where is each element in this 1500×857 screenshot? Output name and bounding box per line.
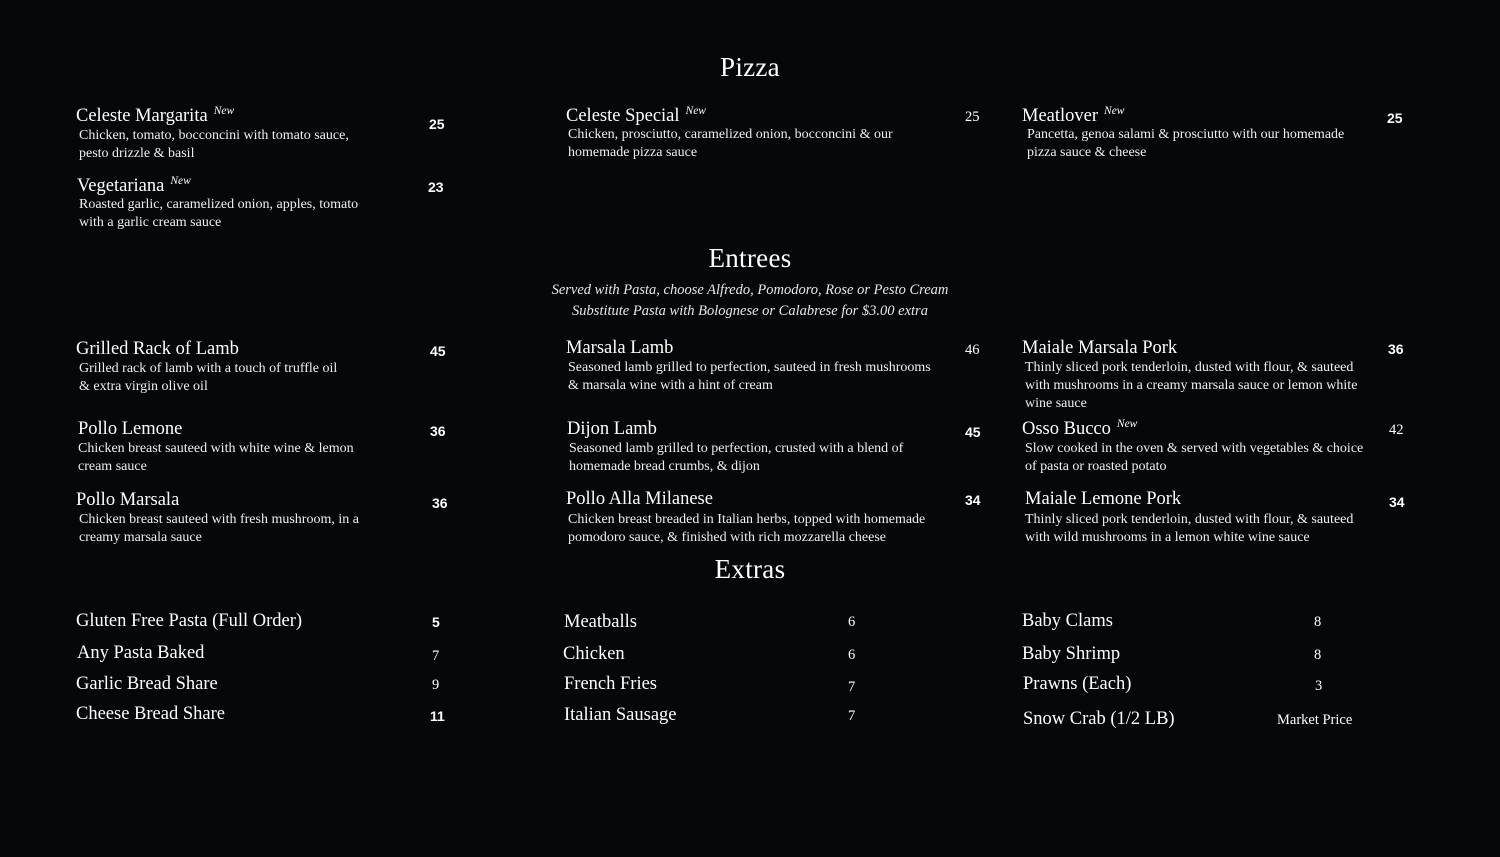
description-line: Thinly sliced pork tenderloin, dusted with flour, & sauteed bbox=[1025, 360, 1354, 375]
extra-item-price: 6 bbox=[848, 614, 856, 630]
description-line: pomodoro sauce, & finished with rich mozzarella cheese bbox=[568, 530, 886, 545]
menu-item-name bbox=[76, 105, 234, 127]
extra-item-name: Gluten Free Pasta (Full Order) bbox=[76, 611, 303, 631]
description-line: homemade bread crumbs, & dijon bbox=[569, 459, 760, 474]
extras-section-title: Extras bbox=[714, 554, 786, 584]
menu-item-price: 25 bbox=[1387, 110, 1403, 126]
new-badge: New bbox=[1104, 105, 1125, 117]
new-badge: New bbox=[1116, 418, 1138, 430]
extra-item-name: Snow Crab (1/2 LB) bbox=[1023, 709, 1175, 729]
menu-item-price: 42 bbox=[1389, 422, 1404, 438]
menu-item-name: Maiale Lemone Pork bbox=[1025, 489, 1182, 509]
menu-item-price: 36 bbox=[1388, 341, 1404, 357]
menu-item-price: 36 bbox=[430, 423, 446, 439]
menu-item-price: 45 bbox=[965, 424, 981, 440]
menu-item-description bbox=[78, 440, 354, 476]
extra-item-name: Italian Sausage bbox=[564, 705, 677, 725]
extra-item-name: Any Pasta Baked bbox=[77, 643, 205, 663]
description-line: wine sauce bbox=[1025, 396, 1087, 411]
menu-item-name: Pollo Lemone bbox=[78, 419, 183, 439]
item-name-text: Meatlover bbox=[1022, 106, 1099, 127]
extra-item-name: Garlic Bread Share bbox=[76, 674, 218, 694]
extra-item-name: French Fries bbox=[564, 674, 657, 694]
extra-item-price: 7 bbox=[848, 679, 856, 695]
extra-item-price: 7 bbox=[848, 708, 856, 724]
description-line: Thinly sliced pork tenderloin, dusted with flour, & sauteed bbox=[1025, 512, 1354, 527]
description-line: with a garlic cream sauce bbox=[79, 215, 222, 230]
extra-item-name: Meatballs bbox=[564, 612, 637, 632]
menu-item-description bbox=[568, 126, 893, 162]
pizza-section-title: Pizza bbox=[720, 52, 780, 82]
description-line: Pancetta, genoa salami & prosciutto with our homemade bbox=[1027, 127, 1345, 142]
description-line: with mushrooms in a creamy marsala sauce or lemon white bbox=[1025, 378, 1358, 393]
menu-item-price: 25 bbox=[965, 109, 980, 125]
menu-item-price: 34 bbox=[1389, 494, 1405, 510]
new-badge: New bbox=[213, 105, 235, 117]
description-line: homemade pizza sauce bbox=[568, 145, 698, 160]
new-badge: New bbox=[170, 175, 191, 187]
description-line: Chicken breast sauteed with fresh mushroom, in a bbox=[79, 512, 359, 527]
item-name-text: Celeste Special bbox=[566, 106, 680, 127]
menu-item-price: 46 bbox=[965, 342, 980, 358]
menu-item-name: Dijon Lamb bbox=[567, 419, 657, 439]
description-line: Chicken, prosciutto, caramelized onion, bocconcini & our bbox=[568, 127, 893, 142]
menu-item-description bbox=[1025, 440, 1363, 476]
description-line: & marsala wine with a hint of cream bbox=[568, 378, 773, 393]
extra-item-price: 9 bbox=[432, 677, 440, 693]
extra-item-name: Prawns (Each) bbox=[1023, 674, 1132, 694]
extra-item-price: 3 bbox=[1315, 678, 1323, 694]
description-line: Seasoned lamb grilled to perfection, sauteed in fresh mushrooms bbox=[568, 360, 931, 375]
description-line: Chicken breast breaded in Italian herbs, topped with homemade bbox=[568, 512, 926, 527]
description-line: Slow cooked in the oven & served with vegetables & choice bbox=[1025, 441, 1364, 456]
menu-item-name: Pollo Marsala bbox=[76, 490, 180, 510]
extra-item-price: 6 bbox=[848, 647, 856, 663]
description-line: Grilled rack of lamb with a touch of truffle oil bbox=[79, 361, 338, 376]
description-line: creamy marsala sauce bbox=[79, 530, 202, 545]
description-line: of pasta or roasted potato bbox=[1025, 459, 1167, 474]
menu-item-description bbox=[1025, 511, 1353, 547]
menu-item-price: 45 bbox=[430, 343, 446, 359]
entrees-section-title: Entrees bbox=[708, 243, 792, 273]
menu-item-description bbox=[568, 359, 931, 395]
extra-item-price: Market Price bbox=[1277, 712, 1353, 728]
entrees-pasta-note: Served with Pasta, choose Alfredo, Pomodoro, Rose or Pesto Cream bbox=[551, 282, 949, 298]
description-line: Chicken, tomato, bocconcini with tomato sauce, bbox=[79, 128, 349, 143]
extra-item-name: Baby Shrimp bbox=[1022, 644, 1121, 664]
menu-item-description bbox=[79, 511, 359, 547]
menu-item-price: 23 bbox=[428, 179, 444, 195]
description-line: & extra virgin olive oil bbox=[79, 379, 208, 394]
description-line: with wild mushrooms in a lemon white wine sauce bbox=[1025, 530, 1310, 545]
extra-item-name: Cheese Bread Share bbox=[76, 704, 225, 724]
menu-item-description bbox=[79, 196, 358, 232]
menu-item-description bbox=[569, 440, 903, 476]
menu-item-name bbox=[1022, 418, 1137, 440]
menu-item-name: Maiale Marsala Pork bbox=[1022, 338, 1178, 358]
menu-item-name bbox=[1022, 105, 1124, 127]
description-line: Roasted garlic, caramelized onion, apples, tomato bbox=[79, 197, 359, 212]
item-name-text: Vegetariana bbox=[77, 176, 165, 197]
item-name-text: Celeste Margarita bbox=[76, 106, 208, 127]
extra-item-price: 7 bbox=[432, 648, 440, 664]
extra-item-name: Chicken bbox=[563, 644, 625, 664]
menu-item-description bbox=[79, 360, 337, 396]
extra-item-price: 8 bbox=[1314, 647, 1322, 663]
extra-item-price: 11 bbox=[430, 708, 445, 724]
extra-item-name: Baby Clams bbox=[1022, 611, 1113, 631]
new-badge: New bbox=[685, 105, 706, 117]
item-name-text: Osso Bucco bbox=[1022, 419, 1111, 440]
menu-item-price: 36 bbox=[432, 495, 448, 511]
menu-item-name: Marsala Lamb bbox=[566, 338, 674, 358]
menu-item-name: Pollo Alla Milanese bbox=[566, 489, 713, 509]
menu-item-name bbox=[566, 105, 706, 127]
menu-item-description bbox=[568, 511, 925, 547]
menu-item-description bbox=[79, 127, 349, 163]
extra-item-price: 8 bbox=[1314, 614, 1322, 630]
menu-item-description bbox=[1027, 126, 1344, 162]
description-line: pesto drizzle & basil bbox=[79, 146, 195, 161]
menu-item-description bbox=[1025, 359, 1357, 413]
description-line: cream sauce bbox=[78, 459, 147, 474]
menu-item-price: 34 bbox=[965, 492, 981, 508]
description-line: pizza sauce & cheese bbox=[1027, 145, 1147, 160]
menu-item-name: Grilled Rack of Lamb bbox=[76, 339, 239, 359]
extra-item-price: 5 bbox=[432, 614, 440, 630]
description-line: Chicken breast sauteed with white wine & lemon bbox=[78, 441, 354, 456]
entrees-substitute-note: Substitute Pasta with Bolognese or Calabrese for $3.00 extra bbox=[572, 303, 928, 319]
menu-item-name bbox=[77, 175, 191, 197]
description-line: Seasoned lamb grilled to perfection, crusted with a blend of bbox=[569, 441, 904, 456]
menu-item-price: 25 bbox=[429, 116, 445, 132]
